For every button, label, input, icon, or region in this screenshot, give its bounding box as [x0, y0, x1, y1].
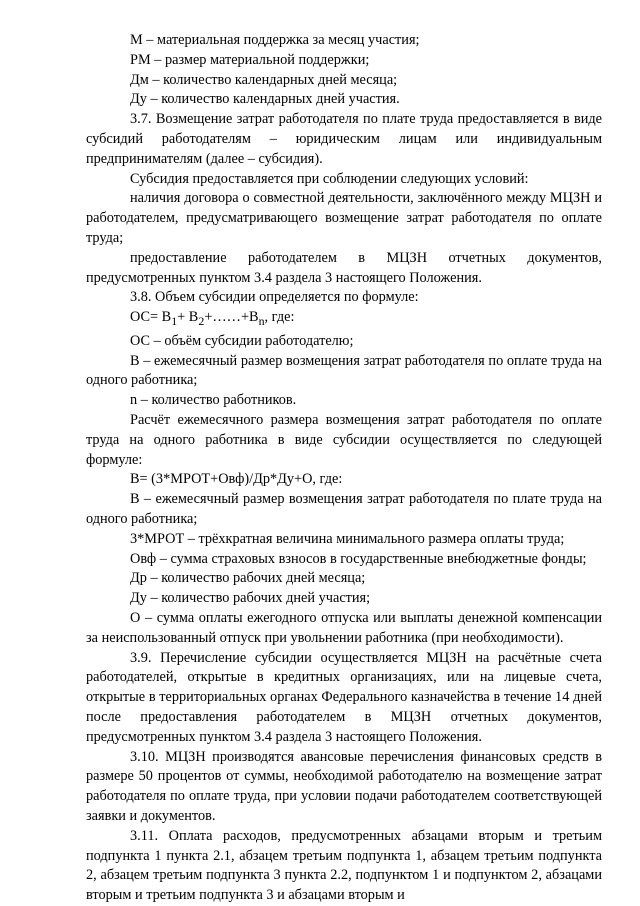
- formula-sub-n: n: [258, 314, 265, 329]
- calculation-intro-paragraph: Расчёт ежемесячного размера возмещения затрат работодателя по оплате труда на одного работника в виде субсидии осуществляется по следующей формуле:: [86, 412, 602, 468]
- definition-mrot: 3*МРОТ – трёхкратная величина минимального размера оплаты труда;: [130, 530, 565, 547]
- wage-formula: В= (3*МРОТ+Овф)/Др*Ду+О, где:: [130, 471, 343, 488]
- clause-3-9-paragraph: 3.9. Перечисление субсидии осуществляется МЦЗН на расчётные счета работодателей, открытые в кредитных организациях, или на лицевые счета, открытые в территориальных органах Федерального казначейства в течение 14 дней после предоставления работодателем в МЦЗН отчетных документов, предусмотренных пунктом 3.4 раздела 3 настоящего Положения.: [86, 649, 602, 745]
- formula-prefix: ОС= В: [130, 309, 172, 326]
- definition-m: М – материальная поддержка за месяц участия;: [130, 32, 420, 48]
- document-page: [86, 31, 602, 906]
- condition-agreement-paragraph: наличия договора о совместной деятельности, заключённого между МЦЗН и работодателем, предусматривающего возмещение затрат работодателя по оплате труда;: [86, 190, 602, 246]
- clause-3-8-paragraph: 3.8. Объем субсидии определяется по формуле:: [130, 289, 419, 306]
- formula-sub-1: 1: [171, 314, 178, 329]
- formula-mid-1: + В: [177, 309, 199, 326]
- definition-b-pay: В – ежемесячный размер возмещения затрат работодателя по плате труда на одного работника;: [86, 491, 602, 527]
- definition-rm: РМ – размер материальной поддержки;: [130, 51, 370, 68]
- definition-du-working: Ду – количество рабочих дней участия;: [130, 590, 371, 607]
- definition-b-wage: В – ежемесячный размер возмещения затрат работодателя по оплате труда на одного работника;: [86, 352, 602, 389]
- definition-o: О – сумма оплаты ежегодного отпуска или выплаты денежной компенсации за неиспользованный отпуск при увольнении работника (при необходимости).: [86, 609, 602, 646]
- clause-3-11-paragraph: 3.11. Оплата расходов, предусмотренных абзацами вторым и третьим подпункта 1 пункта 2.1, абзацем третьим подпункта 1, абзацем третьим подпункта 2, абзацем третьим подпункта 3 пункта 2.2, подпунктом 1 и подпунктом 2, абзацами вторым и третьим подпункта 3 и абзацами вторым и: [86, 827, 602, 904]
- definition-dr: Др – количество рабочих дней месяца;: [130, 570, 366, 587]
- clause-3-7-paragraph: 3.7. Возмещение затрат работодателя по плате труда предоставляется в виде субсидий работодателям – юридическим лицам или индивидуальным предпринимателям (далее – субсидия).: [86, 111, 602, 167]
- condition-reports-paragraph: предоставление работодателем в МЦЗН отчетных документов, предусмотренных пунктом 3.4 раздела 3 настоящего Положения.: [86, 249, 602, 286]
- subsidy-conditions-paragraph: Субсидия предоставляется при соблюдении следующих условий:: [130, 170, 529, 187]
- definition-os: ОС – объём субсидии работодателю;: [130, 332, 354, 349]
- definition-n: n – количество работников.: [130, 392, 297, 409]
- definition-du-calendar: Ду – количество календарных дней участия.: [130, 91, 400, 108]
- clause-3-10-paragraph: 3.10. МЦЗН производятся авансовые перечисления финансовых средств в размере 50 процентов от суммы, необходимой работодателю на возмещение затрат работодателя по оплате труда, при условии подачи работодателем соответствующей заявки и документов.: [86, 748, 602, 824]
- definition-ovf: Овф – сумма страховых взносов в государственные внебюджетные фонды;: [130, 550, 587, 567]
- formula-mid-2: +……+В: [204, 309, 259, 326]
- formula-sub-2: 2: [198, 314, 205, 329]
- definition-dm: Дм – количество календарных дней месяца;: [130, 71, 398, 88]
- formula-suffix: , где:: [264, 309, 295, 326]
- subsidy-formula: [86, 308, 602, 332]
